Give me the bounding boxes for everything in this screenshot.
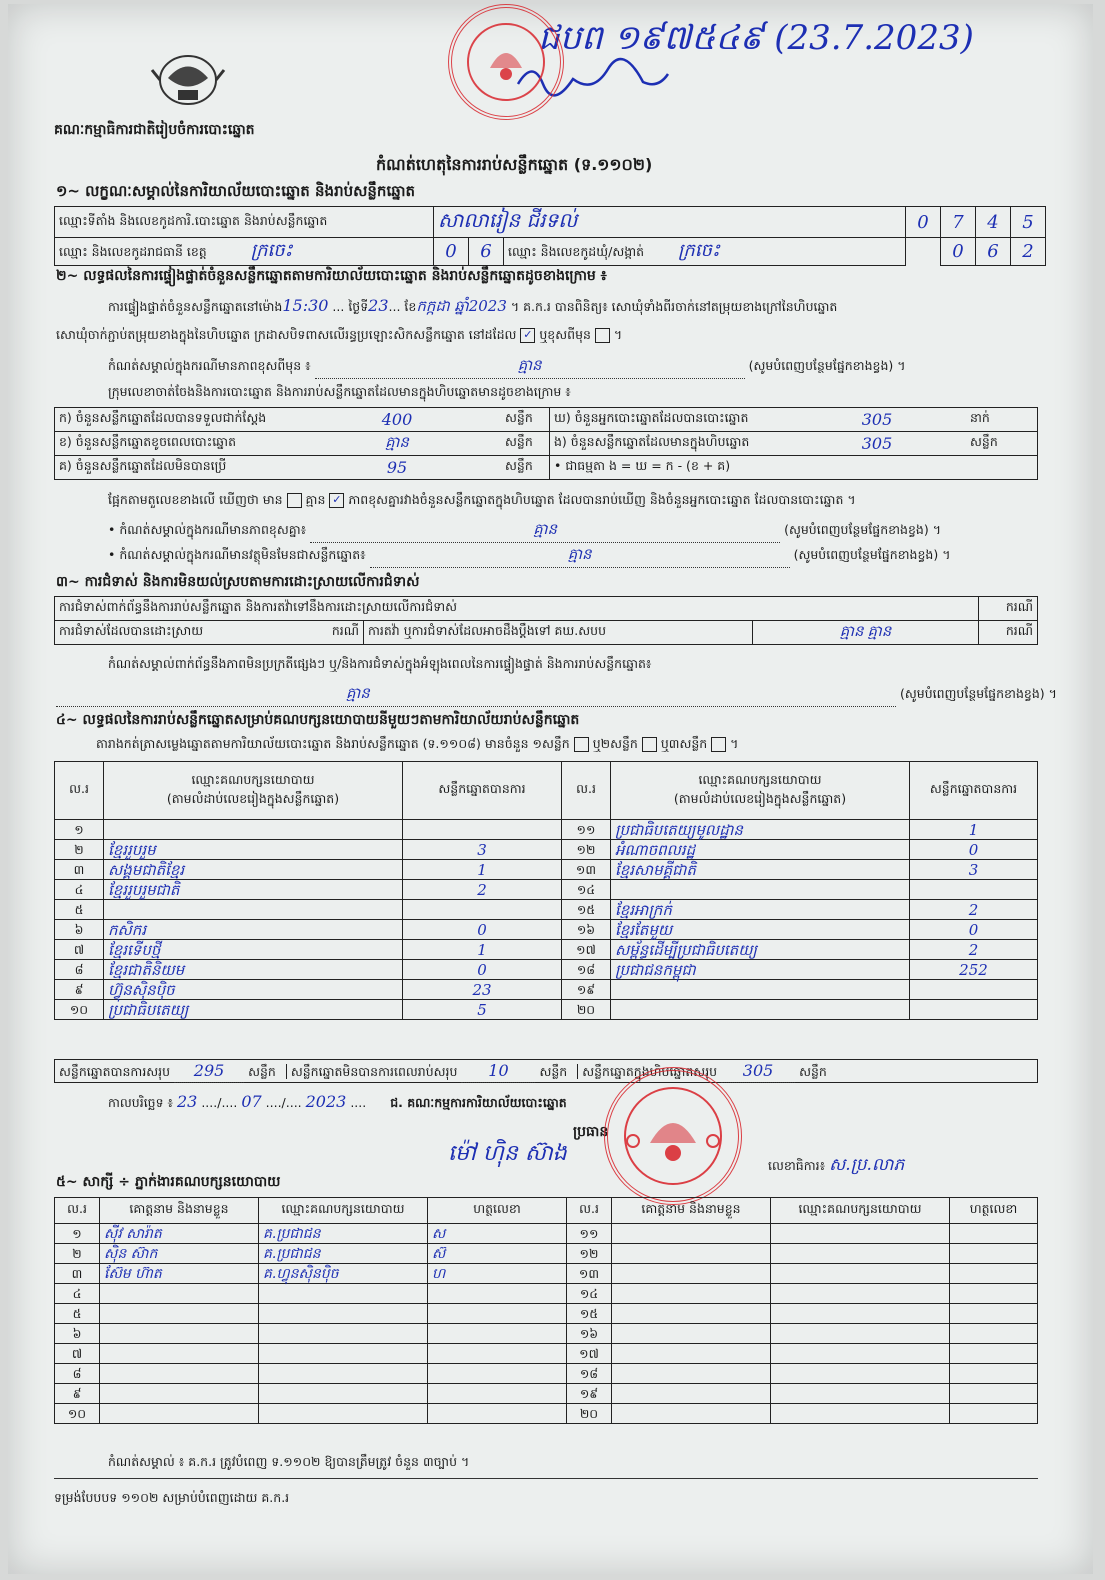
party-votes: 1: [403, 940, 562, 960]
section5-heading: ៥~ សាក្សី ÷ ភ្នាក់ងារគណបក្សនយោបាយ: [56, 1174, 281, 1190]
witness-party: [771, 1384, 950, 1404]
party-name: ខ្មែរទើបថ្មី: [104, 940, 403, 960]
witness-name: [612, 1364, 771, 1384]
witness-signature: [428, 1304, 567, 1324]
witness-no: ១៩: [567, 1384, 612, 1404]
ballots-in-box: 305: [861, 434, 893, 453]
witness-name: [100, 1364, 259, 1384]
witness-no: ១០: [55, 1404, 100, 1424]
handwritten-reference: ជបព ១៩៧៥៤៩ (23.7.2023): [538, 18, 974, 58]
witness-row: [55, 1224, 1038, 1244]
party-no: ៣: [55, 860, 104, 880]
tally-sheet-line: តារាងកត់ត្រាសម្លេងឆ្នោតតាមការិយាល័យបោះឆ្នោត និងរាប់សន្លឹកឆ្នោត (ទ.១១០៨) មានចំនួន ១សន្លឹក ឬ២សន្លឹក ឬ៣សន្លឹក ។: [96, 736, 739, 751]
witness-party: គ.ប្រជាជន: [259, 1244, 428, 1264]
station-code-2: 7: [952, 211, 964, 233]
section1-heading: ១~ លក្ខណៈសម្គាល់នៃការិយាល័យបោះឆ្នោត និងរាប់សន្លឹកឆ្នោត: [56, 182, 416, 200]
witness-signature: [950, 1304, 1038, 1324]
party-name: កសិករ: [104, 920, 403, 940]
verify-time: 15:30: [282, 296, 329, 315]
party-no: ១១: [562, 820, 611, 840]
party-name: ខ្មែរតែមួយ: [611, 920, 910, 940]
party-name: ប្រជាធិបតេយ្យ: [104, 1000, 403, 1020]
party-no: ៧: [55, 940, 104, 960]
party-name: ខ្មែរសាមគ្គីជាតិ: [611, 860, 910, 880]
province-code-2: 6: [480, 241, 492, 262]
witness-table: ល.រ គោត្តនាម និងនាមខ្លួន ឈ្មោះគណបក្សនយោបាយ ហត្ថលេខា ល.រ គោត្តនាម និងនាមខ្លួន ឈ្មោះគណបក្សនយោបាយ ហត្ថលេខា ១ សុីវ សារ៉ាត គ.ប្រជាជន ស ១១ ២ ស៊ិន ស៊ាក គ.ប្រជាជន ស៊ ១២ ៣ ស៊ែម ហ៊ាត គ.ហ្វុនស៊ិនប៉ិច ហ ១៣ ៤ ១៤ ៥ ១៥ ៦ ១៦ ៧ ១៧ ៨ ១៨ ៩ ១៩ ១០ ២០: [54, 1197, 1038, 1424]
party-votes: 2: [910, 940, 1038, 960]
footer-divider: [54, 1478, 1038, 1479]
date-day: 23: [177, 1092, 198, 1111]
witness-party: [771, 1324, 950, 1344]
party-no: ២០: [562, 1000, 611, 1020]
party-name: [104, 900, 403, 920]
one-sheet-checkbox[interactable]: [574, 737, 589, 752]
witness-party: [771, 1224, 950, 1244]
witness-no: ១៨: [567, 1364, 612, 1384]
party-no: ១៥: [562, 900, 611, 920]
witness-party: [771, 1284, 950, 1304]
totals-row: សន្លឹកឆ្នោតបានការសរុប 295 សន្លឹក សន្លឹកឆ្នោតមិនបានការពេលរាប់សរុប 10 សន្លឹក សន្លឹកឆ្នោតក្នុងហិបឆ្នោតសរុប 305 សន្លឹក: [54, 1059, 1038, 1083]
party-name: ហ៊្វុនស៊ិនប៉ិច: [104, 980, 403, 1000]
witness-signature: [950, 1364, 1038, 1384]
party-name: ខ្មែរជាតិនិយម: [104, 960, 403, 980]
party-votes: 0: [910, 920, 1038, 940]
objection-table: ការជំទាស់ពាក់ព័ន្ធនឹងការរាប់សន្លឹកឆ្នោត និងការតវ៉ាទៅនឹងការដោះស្រាយលើការជំទាស់ ករណី ការជំទាស់ដែលបានដោះស្រាយ ករណី ការតវ៉ា ឬការជំទាស់ដែលអាចដឹងប្ដឹងទៅ គឃ.សបប គ្មាន គ្មាន ករណី: [54, 596, 1038, 645]
party-no: ២: [55, 840, 104, 860]
witness-signature: [950, 1224, 1038, 1244]
date-month: 07: [241, 1092, 262, 1111]
witness-signature: [428, 1324, 567, 1344]
commune-name: ក្រចេះ: [678, 240, 720, 261]
province-name: ក្រចេះ: [250, 240, 293, 261]
difference-note-value: គ្មាន: [533, 520, 558, 538]
party-votes: [910, 980, 1038, 1000]
party-row: [55, 840, 1038, 860]
verification-line-1: ការផ្ទៀងផ្ទាត់ចំនួនសន្លឹកឆ្នោតនៅម៉ោង15:30 ... ថ្ងៃទី23... ខែកក្កដា ឆ្នាំ2023 ។ គ.ក.រ បានពិនិត្យ៖ សោឃុំទាំងពីរចាក់នៅតម្រុយខាងក្រៅនៃហិបឆ្នោត: [108, 296, 838, 315]
party-results-table: ល.រ ឈ្មោះគណបក្សនយោបាយ (តាមលំដាប់លេខរៀងក្នុងសន្លឹកឆ្នោត) សន្លឹកឆ្នោតបានការ ល.រ ឈ្មោះគណបក្សនយោបាយ (តាមលំដាប់លេខរៀងក្នុងសន្លឹកឆ្នោត) សន្លឹកឆ្នោតបានការ ១ ១១ ប្រជាធិបតេយ្យមូលដ្ឋាន 1 ២ ខ្មែររួបរួម 3 ១២ អំណាចពលរដ្ឋ 0 ៣ សង្គមជាតិខ្មែរ 1 ១៣ ខ្មែរសាមគ្គីជាតិ 3 ៤ ខ្មែររួបរួមជាតិ 2 ១៤ ៥ ១៥ ខ្មែរអាក្រក់ 2 ៦ កសិករ 0 ១៦ ខ្មែរតែមួយ 0 ៧ ខ្មែរទើបថ្មី 1 ១៧ សម្ព័ន្ធដើម្បីប្រជាធិបតេយ្យ 2 ៨ ខ្មែរជាតិនិយម 0 ១៨ ប្រជាជនកម្ពុជា 252 ៩ ហ៊្វុនស៊ិនប៉ិច 23 ១៩ ១០ ប្រជាធិបតេយ្យ 5 ២០: [54, 761, 1038, 1020]
party-no: ១៣: [562, 860, 611, 880]
witness-signature: [428, 1284, 567, 1304]
party-row: [55, 940, 1038, 960]
party-name: ខ្មែររួបរួម: [104, 840, 403, 860]
witness-signature: [950, 1264, 1038, 1284]
party-votes: [403, 820, 562, 840]
witness-party: [771, 1244, 950, 1264]
witness-no: ៥: [55, 1304, 100, 1324]
party-name: [611, 880, 910, 900]
witness-no: ៧: [55, 1344, 100, 1364]
irregularity-note-line: គ្មាន (សូមបំពេញបន្ថែមផ្នែកខាងខ្វង) ។: [56, 684, 1046, 707]
witness-party: គ.ប្រជាជន: [259, 1224, 428, 1244]
party-name: ប្រជាជនកម្ពុជា: [611, 960, 910, 980]
foreign-object-value: គ្មាន: [567, 545, 592, 563]
two-sheet-checkbox[interactable]: [642, 737, 657, 752]
station-code-4: 5: [1022, 211, 1034, 233]
witness-name: [100, 1344, 259, 1364]
witness-signature: [950, 1384, 1038, 1404]
party-row: [55, 1000, 1038, 1020]
same-checkbox[interactable]: ✓: [520, 328, 535, 343]
witness-no: ១៤: [567, 1284, 612, 1304]
witness-row: [55, 1344, 1038, 1364]
irregularity-note-label: កំណត់សម្គាល់ពាក់ព័ន្ធនឹងភាពមិនប្រក្រតីផ្សេងៗ ឬ/និងការជំទាស់ក្នុងអំឡុងពេលនៃការផ្ទៀងផ្ទាត់ និងការរាប់សន្លឹកឆ្នោត៖: [108, 656, 652, 671]
witness-name: [100, 1384, 259, 1404]
witness-signature: ហ: [428, 1264, 567, 1284]
party-name: សម្ព័ន្ធដើម្បីប្រជាធិបតេយ្យ: [611, 940, 910, 960]
spoiled-ballots: គ្មាន: [385, 432, 409, 451]
witness-party: [771, 1344, 950, 1364]
party-row: [55, 860, 1038, 880]
witness-name: សុីវ សារ៉ាត: [100, 1224, 259, 1244]
ballot-count-table: [54, 407, 1038, 480]
page-title: កំណត់ហេតុនៃការរាប់សន្លឹកឆ្នោត (ទ.១១០២): [376, 155, 653, 174]
party-no: ១: [55, 820, 104, 840]
chair-signature: ម៉ៅ ហ៊ិន ស៊ាង: [448, 1141, 567, 1166]
witness-name: ស៊ិន ស៊ាក: [100, 1244, 259, 1264]
difference-note: • កំណត់សម្គាល់ក្នុងករណីមានភាពខុសគ្នា៖ គ្មាន (សូមបំពេញបន្ថែមផ្នែកខាងខ្វង) ។: [108, 520, 1048, 543]
witness-party: [771, 1364, 950, 1384]
witness-signature: [950, 1344, 1038, 1364]
party-votes: 23: [403, 980, 562, 1000]
party-votes: 3: [910, 860, 1038, 880]
party-no: ១៤: [562, 880, 611, 900]
section3-heading: ៣~ ការជំទាស់ និងការមិនយល់ស្របតាមការដោះស្រាយលើការជំទាស់: [56, 574, 420, 590]
witness-no: ១៧: [567, 1344, 612, 1364]
change-note-line: កំណត់សម្គាល់ក្នុងករណីមានភាពខុសពីមុន ៖ គ្មាន (សូមបំពេញបន្ថែមផ្នែកខាងខ្វង) ។: [108, 356, 1048, 379]
party-no: ១២: [562, 840, 611, 860]
emblem-icon: [148, 50, 228, 112]
party-name: [104, 820, 403, 840]
witness-party: [259, 1344, 428, 1364]
station-info-table: [54, 206, 1046, 266]
witness-no: ៦: [55, 1324, 100, 1344]
change-note-value: គ្មាន: [517, 356, 542, 374]
party-name: [611, 1000, 910, 1020]
witness-no: ១១: [567, 1224, 612, 1244]
party-votes: 252: [910, 960, 1038, 980]
document-page: [8, 4, 1093, 1574]
witness-signature: ស: [428, 1224, 567, 1244]
witness-no: ១៥: [567, 1304, 612, 1324]
valid-total: 295: [174, 1060, 244, 1083]
witness-signature: [950, 1284, 1038, 1304]
witness-no: ៤: [55, 1284, 100, 1304]
witness-party: [259, 1364, 428, 1384]
witness-name: [100, 1284, 259, 1304]
station-code-3: 4: [987, 211, 999, 233]
party-votes: 0: [403, 960, 562, 980]
voters-count: 305: [861, 410, 893, 429]
commune-code-2: 6: [987, 241, 999, 262]
party-row: [55, 820, 1038, 840]
witness-row: [55, 1384, 1038, 1404]
witness-name: [612, 1404, 771, 1424]
party-no: ៦: [55, 920, 104, 940]
form-footer: ទម្រង់បែបបទ ១១០២ សម្រាប់បំពេញដោយ គ.ក.រ: [54, 1490, 290, 1505]
witness-name: [612, 1284, 771, 1304]
party-votes: 5: [403, 1000, 562, 1020]
ballot-row: ខ) ចំនួនសន្លឹកឆ្នោតខូចពេលបោះឆ្នោត គ្មាន សន្លឹក ង) ចំនួនសន្លឹកឆ្នោតដែលមានក្នុងហិបឆ្នោត 305 សន្លឹក: [55, 432, 1038, 456]
witness-party: [259, 1384, 428, 1404]
witness-no: ១៦: [567, 1324, 612, 1344]
witness-row: [55, 1364, 1038, 1384]
party-votes: 2: [403, 880, 562, 900]
witness-name: [612, 1324, 771, 1344]
province-label: ឈ្មោះ និងលេខកូដរាជធានី ខេត្ត ក្រចេះ: [55, 238, 434, 266]
ballot-row: គ) ចំនួនសន្លឹកឆ្នោតដែលមិនបានប្រើ 95 សន្លឹក • ជាធម្មតា ង = ឃ = ក - (ខ + គ): [55, 456, 1038, 480]
party-name: ខ្មែរអាក្រក់: [611, 900, 910, 920]
party-no: ១៦: [562, 920, 611, 940]
verification-line-2: សោឃុំចាក់ភ្ជាប់តម្រុយខាងក្នុងនៃហិបឆ្នោត ក្រដាសបិទពាសលើរន្ធប្រឡោះសិកសន្លឹកឆ្នោត នៅដដែល ✓ ឬខុសពីមុន ។: [56, 327, 623, 342]
committee-name: គណៈកម្មាធិការជាតិរៀបចំការបោះឆ្នោត: [54, 122, 255, 138]
witness-row: [55, 1324, 1038, 1344]
box-total: 305: [721, 1060, 795, 1083]
party-votes: [910, 880, 1038, 900]
objection-count-2: គ្មាន: [867, 621, 892, 640]
result-intro: ក្រុមលេខាចាត់ចែងនិងការបោះឆ្នោត និងការរាប់សន្លឹកឆ្នោតដែលមានក្នុងហិបឆ្នោតមានដូចខាងក្រោម ៖: [108, 384, 571, 399]
witness-no: ២០: [567, 1404, 612, 1424]
party-no: ៩: [55, 980, 104, 1000]
witness-no: ៨: [55, 1364, 100, 1384]
witness-no: ២: [55, 1244, 100, 1264]
official-seal-top: [448, 4, 564, 120]
witness-name: [612, 1244, 771, 1264]
party-name: ខ្មែររួបរួមជាតិ: [104, 880, 403, 900]
witness-name: [612, 1224, 771, 1244]
party-no: ៨: [55, 960, 104, 980]
witness-name: ស៊ែម ហ៊ាត: [100, 1264, 259, 1284]
station-name: សាលារៀន ជីរទល់: [438, 208, 578, 232]
station-label: ឈ្មោះទីតាំង និងលេខកូដការិ.បោះឆ្នោត និងរាប់សន្លឹកឆ្នោត: [55, 207, 434, 238]
witness-row: [55, 1304, 1038, 1324]
ballot-row: ក) ចំនួនសន្លឹកឆ្នោតដែលបានទទួលជាក់ស្តែង 400 សន្លឹក ឃ) ចំនួនអ្នកបោះឆ្នោតដែលបានបោះឆ្នោត 305 នាក់: [55, 408, 1038, 432]
witness-party: [771, 1264, 950, 1284]
date-line: កាលបរិច្ឆេទ ៖ 23 ..../.... 07 ..../.... 2023 .... ជ. គណៈកម្មការការិយាល័យបោះឆ្នោត: [108, 1092, 567, 1111]
witness-signature: [950, 1324, 1038, 1344]
witness-name: [100, 1304, 259, 1324]
witness-no: ៣: [55, 1264, 100, 1284]
witness-row: [55, 1404, 1038, 1424]
changed-checkbox[interactable]: [595, 328, 610, 343]
invalid-total: 10: [461, 1060, 535, 1083]
witness-no: ១២: [567, 1244, 612, 1264]
party-no: ១៧: [562, 940, 611, 960]
has-difference-checkbox[interactable]: [287, 493, 302, 508]
verify-day: 23: [368, 296, 389, 315]
received-ballots: 400: [381, 410, 413, 429]
chair-label: ប្រធាន: [573, 1124, 609, 1140]
commune-code-1: 0: [952, 241, 964, 262]
irregularity-note-value: គ្មាន: [346, 684, 370, 702]
witness-name: [612, 1384, 771, 1404]
witness-party: [771, 1404, 950, 1424]
witness-party: [259, 1324, 428, 1344]
witness-no: ៩: [55, 1384, 100, 1404]
party-votes: 2: [910, 900, 1038, 920]
party-votes: 3: [403, 840, 562, 860]
witness-row: [55, 1284, 1038, 1304]
witness-name: [612, 1344, 771, 1364]
witness-signature: [428, 1364, 567, 1384]
section4-heading: ៤~ លទ្ធផលនៃការរាប់សន្លឹកឆ្នោតសម្រាប់គណបក្សនយោបាយនីមួយៗតាមការិយាល័យរាប់សន្លឹកឆ្នោត: [56, 712, 580, 728]
witness-signature: ស៊: [428, 1244, 567, 1264]
official-seal-bottom: [604, 1067, 742, 1205]
commune-label: ឈ្មោះ និងលេខកូដឃុំ/សង្កាត់: [508, 244, 645, 259]
party-row: [55, 900, 1038, 920]
party-no: ១០: [55, 1000, 104, 1020]
no-difference-checkbox[interactable]: ✓: [329, 493, 344, 508]
witness-name: [100, 1404, 259, 1424]
commune-code-3: 2: [1022, 241, 1034, 262]
party-votes: [910, 1000, 1038, 1020]
witness-name: [100, 1324, 259, 1344]
witness-no: ១៣: [567, 1264, 612, 1284]
party-no: ៤: [55, 880, 104, 900]
party-name: សង្គមជាតិខ្មែរ: [104, 860, 403, 880]
unused-ballots: 95: [386, 458, 408, 477]
party-name: អំណាចពលរដ្ឋ: [611, 840, 910, 860]
witness-signature: [950, 1244, 1038, 1264]
secretary-line: លេខាធិការ៖ ស.ប្រ.លាភ: [768, 1155, 905, 1175]
witness-party: គ.ហ្វុនស៊ិនប៉ិច: [259, 1264, 428, 1284]
party-name: ប្រជាធិបតេយ្យមូលដ្ឋាន: [611, 820, 910, 840]
province-code-1: 0: [445, 241, 457, 262]
verify-month-year: កក្កដា ឆ្នាំ2023: [416, 297, 507, 315]
witness-name: [612, 1264, 771, 1284]
witness-signature: [428, 1404, 567, 1424]
party-name: [611, 980, 910, 1000]
party-votes: 1: [910, 820, 1038, 840]
witness-party: [259, 1404, 428, 1424]
party-row: [55, 880, 1038, 900]
party-row: [55, 920, 1038, 940]
party-no: ១៨: [562, 960, 611, 980]
party-votes: 1: [403, 860, 562, 880]
party-row: [55, 960, 1038, 980]
foreign-object-note: • កំណត់សម្គាល់ក្នុងករណីមានវត្ថុមិនមែនជាសន្លឹកឆ្នោត៖ គ្មាន (សូមបំពេញបន្ថែមផ្នែកខាងខ្វង) ។: [108, 545, 1048, 568]
witness-party: [259, 1304, 428, 1324]
witness-row: [55, 1244, 1038, 1264]
party-no: ៥: [55, 900, 104, 920]
objection-count-1: គ្មាន: [839, 621, 864, 640]
party-no: ១៩: [562, 980, 611, 1000]
witness-row: [55, 1264, 1038, 1284]
three-sheet-checkbox[interactable]: [711, 737, 726, 752]
witness-signature: [428, 1344, 567, 1364]
witness-signature: [428, 1384, 567, 1404]
witness-name: [612, 1304, 771, 1324]
party-votes: 0: [403, 920, 562, 940]
secretary-signature: ស.ប្រ.លាភ: [829, 1155, 905, 1175]
date-year: 2023: [305, 1092, 347, 1111]
compare-line: ផ្អែកតាមតួលេខខាងលើ ឃើញថា មាន គ្មាន ✓ ភាពខុសគ្នារវាងចំនួនសន្លឹកឆ្នោតក្នុងហិបឆ្នោត ដែលបានរាប់ឃើញ និងចំនួនអ្នកបោះឆ្នោត ដែលបានបោះឆ្នោត ។: [108, 492, 856, 507]
section2-heading: ២~ លទ្ធផលនៃការផ្ទៀងផ្ទាត់ចំនួនសន្លឹកឆ្នោតតាមការិយាល័យបោះឆ្នោត និងរាប់សន្លឹកឆ្នោតដូចខាងក្រោម ៖: [56, 268, 607, 284]
footnote: កំណត់សម្គាល់ ៖ គ.ក.រ ត្រូវបំពេញ ទ.១១០២ ឱ្យបានត្រឹមត្រូវ ចំនួន ៣ច្បាប់ ។: [108, 1454, 470, 1469]
party-votes: 0: [910, 840, 1038, 860]
witness-party: [771, 1304, 950, 1324]
party-row: [55, 980, 1038, 1000]
witness-signature: [950, 1404, 1038, 1424]
party-votes: [403, 900, 562, 920]
witness-no: ១: [55, 1224, 100, 1244]
witness-party: [259, 1284, 428, 1304]
station-code-1: 0: [917, 211, 929, 233]
